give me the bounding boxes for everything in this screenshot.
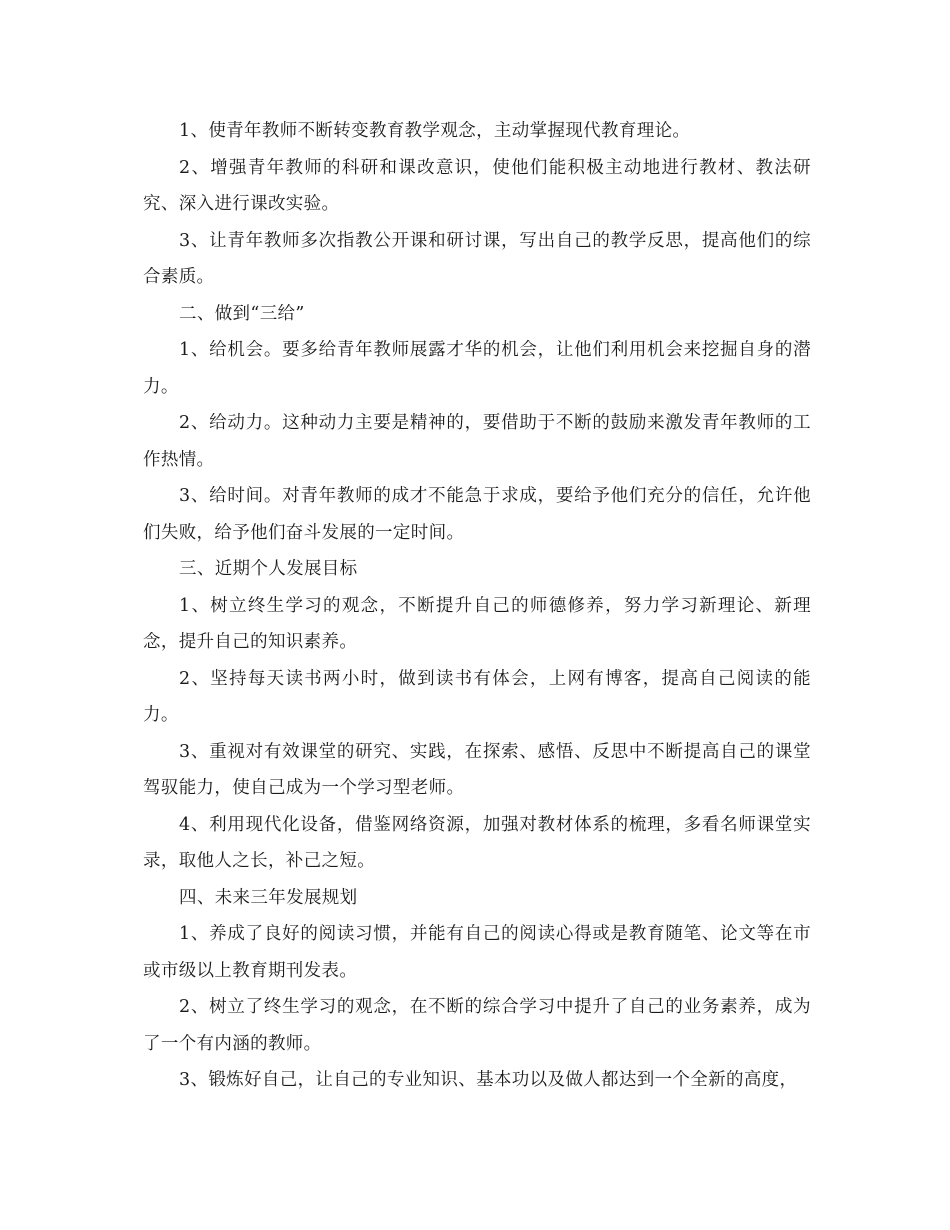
paragraph-item: 1、养成了良好的阅读习惯，并能有自己的阅读心得或是教育随笔、论文等在市或市级以上教育期刊发表。: [143, 924, 811, 981]
paragraph-item: 3、锻炼好自己，让自己的专业知识、基本功以及做人都达到一个全新的高度，: [179, 1070, 798, 1090]
paragraph-item: 2、给动力。这种动力主要是精神的，要借助于不断的鼓励来激发青年教师的工作热情。: [143, 413, 811, 470]
section-heading: 四、未来三年发展规划: [179, 887, 358, 908]
paragraph-item: 1、使青年教师不断转变教育教学观念，主动掌握现代教育理论。: [179, 121, 691, 141]
paragraph-item: 2、坚持每天读书两小时，做到读书有体会，上网有博客，提高自己阅读的能力。: [143, 668, 811, 725]
paragraph-item: 1、给机会。要多给青年教师展露才华的机会，让他们利用机会来挖掘自身的潜力。: [143, 340, 811, 397]
paragraph-item: 4、利用现代化设备，借鉴网络资源，加强对教材体系的梳理，多看名师课堂实录，取他人之长，补己之短。: [143, 814, 811, 871]
paragraph-item: 3、给时间。对青年教师的成才不能急于求成，要给予他们充分的信任，允许他们失败，给予他们奋斗发展的一定时间。: [143, 486, 811, 543]
paragraph-item: 3、重视对有效课堂的研究、实践，在探索、感悟、反思中不断提高自己的课堂驾驭能力，使自己成为一个学习型老师。: [143, 741, 811, 798]
paragraph-item: 1、树立终生学习的观念，不断提升自己的师德修养，努力学习新理论、新理念，提升自己的知识素养。: [143, 595, 811, 652]
section-heading: 二、做到“三给”: [179, 303, 305, 324]
paragraph-item: 2、增强青年教师的科研和课改意识，使他们能积极主动地进行教材、教法研究、深入进行课改实验。: [143, 157, 811, 214]
paragraph-item: 2、树立了终生学习的观念，在不断的综合学习中提升了自己的业务素养，成为了一个有内涵的教师。: [143, 997, 811, 1054]
document-body: [143, 113, 811, 1099]
paragraph-item: 3、让青年教师多次指教公开课和研讨课，写出自己的教学反思，提高他们的综合素质。: [143, 230, 811, 287]
section-heading: 三、近期个人发展目标: [179, 559, 358, 579]
